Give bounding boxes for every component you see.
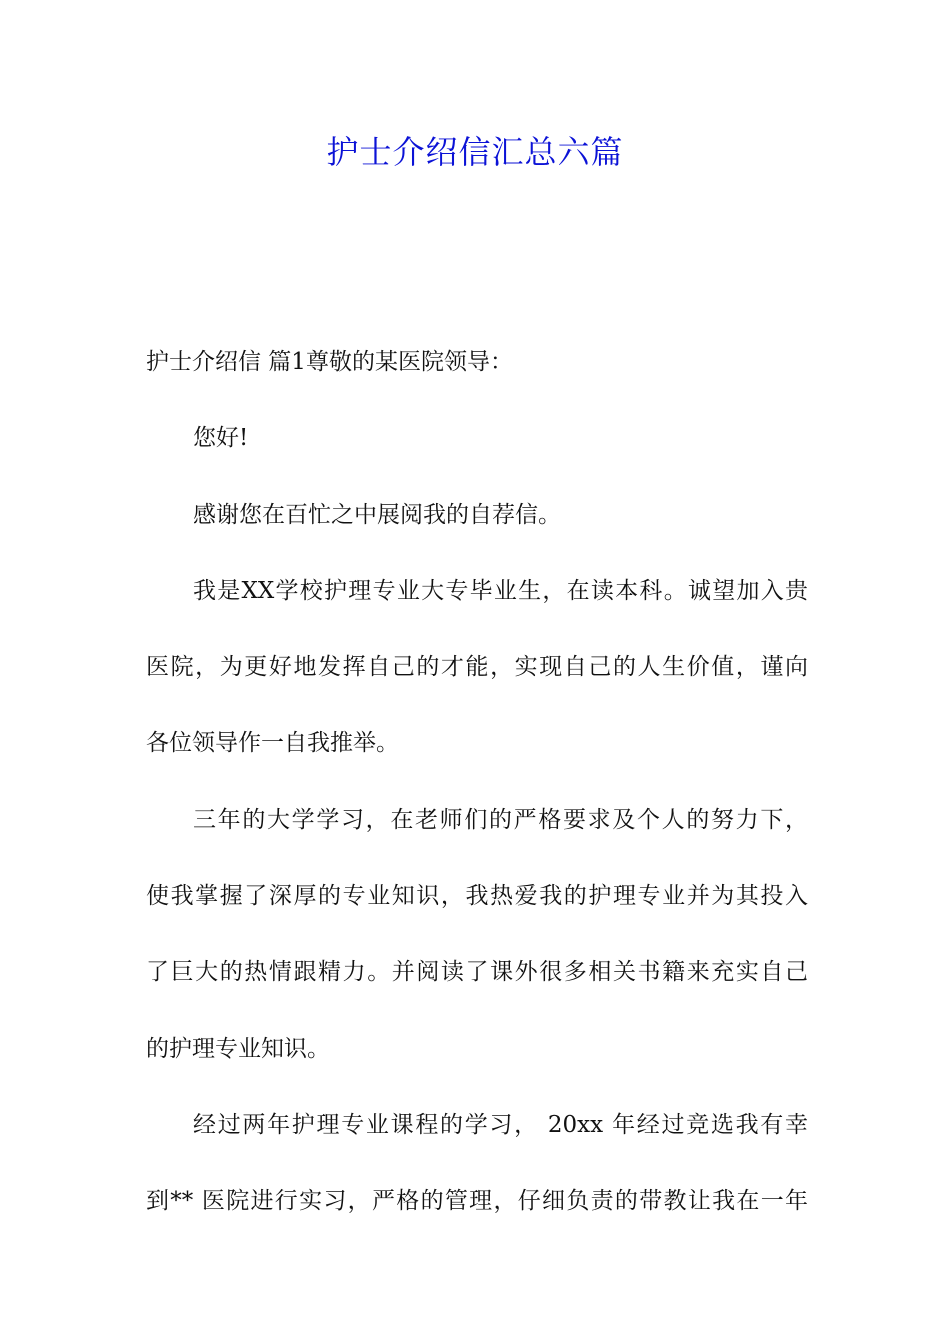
paragraph-line: 我是XX学校护理专业大专毕业生，在读本科。诚望加入贵 [193, 577, 808, 604]
letter-heading-line: 护士介绍信 篇1尊敬的某医院领导： [146, 349, 513, 375]
paragraph-line: 到** 医院进行实习，严格的管理，仔细负责的带教让我在一年 [146, 1188, 808, 1215]
paragraph-line: 经过两年护理专业课程的学习， 20xx 年经过竞选我有幸 [193, 1111, 808, 1138]
paragraph-line: 使我掌握了深厚的专业知识，我热爱我的护理专业并为其投入 [146, 883, 808, 910]
paragraph-line: 感谢您在百忙之中展阅我的自荐信。 [193, 501, 561, 528]
document-title: 护士介绍信汇总六篇 [326, 133, 624, 171]
letter-body [146, 336, 808, 1252]
paragraph-line: 了巨大的热情跟精力。并阅读了课外很多相关书籍来充实自己 [146, 959, 808, 986]
paragraph-line: 三年的大学学习，在老师们的严格要求及个人的努力下， [193, 806, 808, 833]
greeting-line: 您好! [193, 425, 249, 452]
paragraph-line: 各位领导作一自我推举。 [146, 730, 399, 757]
paragraph-line: 医院，为更好地发挥自己的才能，实现自己的人生价值，谨向 [146, 654, 808, 681]
paragraph-line: 的护理专业知识。 [146, 1035, 330, 1062]
